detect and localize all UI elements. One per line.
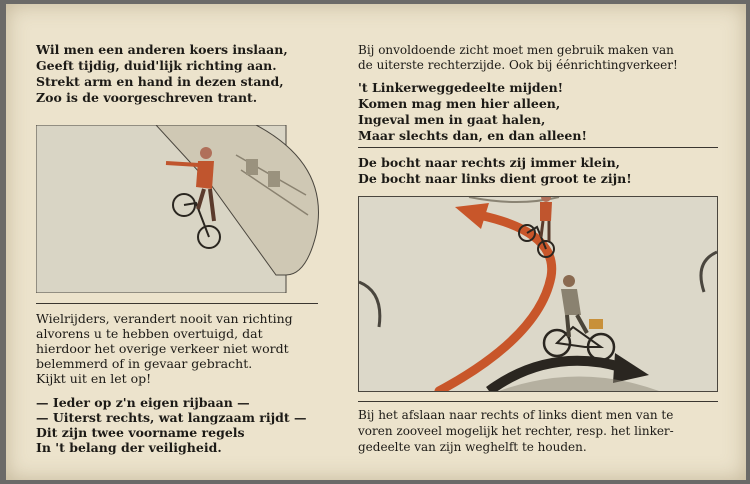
lane-verse-line-3: Dit zijn twee voorname regels [36, 425, 245, 440]
signal-verse-line-3: Strekt arm en hand in dezen stand, [36, 74, 284, 89]
warning-paragraph-line-4: belemmerd of in gevaar gebracht. [36, 356, 253, 371]
divider-right-bottom [358, 401, 718, 402]
visibility-intro-line-2: de uiterste rechterzijde. Ook bij éénrichtingverkeer! [358, 58, 678, 72]
signal-verse-line-4: Zoo is de voorgeschreven trant. [36, 90, 258, 105]
left-side-verse-line-2: Komen mag men hier alleen, [358, 96, 561, 111]
lane-verse-line-2: — Uiterst rechts, wat langzaam rijdt — [36, 410, 307, 425]
signal-verse-line-2: Geeft tijdig, duid'lijk richting aan. [36, 58, 277, 73]
warning-paragraph-line-2: alvorens u te hebben overtuigd, dat [36, 326, 263, 341]
signal-verse-line-1: Wil men een anderen koers inslaan, [36, 42, 288, 57]
left-side-verse-line-4: Maar slechts dan, en dan alleen! [358, 128, 587, 143]
bend-verse-line-2: De bocht naar links dient groot te zijn! [358, 171, 632, 186]
left-side-verse-line-3: Ingeval men in gaat halen, [358, 112, 546, 127]
poster-page [6, 4, 746, 480]
divider-left [36, 303, 318, 304]
lane-verse-line-4: In 't belang der veiligheid. [36, 440, 222, 455]
warning-paragraph-line-5: Kijkt uit en let op! [36, 371, 152, 386]
lane-verse-line-1: — Ieder op z'n eigen rijbaan — [36, 395, 250, 410]
turning-paragraph-line-3: gedeelte van zijn weghelft te houden. [358, 440, 587, 454]
left-side-verse-line-1: 't Linkerweggedeelte mijden! [358, 80, 564, 95]
turning-paragraph-line-1: Bij het afslaan naar rechts of links dient men van te [358, 408, 674, 422]
arm-signal-illustration [36, 125, 324, 293]
warning-paragraph-line-1: Wielrijders, verandert nooit van richting [36, 311, 293, 326]
turning-paragraph-line-2: voren zooveel mogelijk het rechter, resp. het linker- [358, 424, 674, 438]
bend-verse-line-1: De bocht naar rechts zij immer klein, [358, 155, 621, 170]
visibility-intro-line-1: Bij onvoldoende zicht moet men gebruik maken van [358, 43, 674, 57]
warning-paragraph-line-3: hierdoor het overige verkeer niet wordt [36, 341, 289, 356]
turning-illustration [358, 196, 718, 392]
divider-right-top [358, 147, 718, 148]
